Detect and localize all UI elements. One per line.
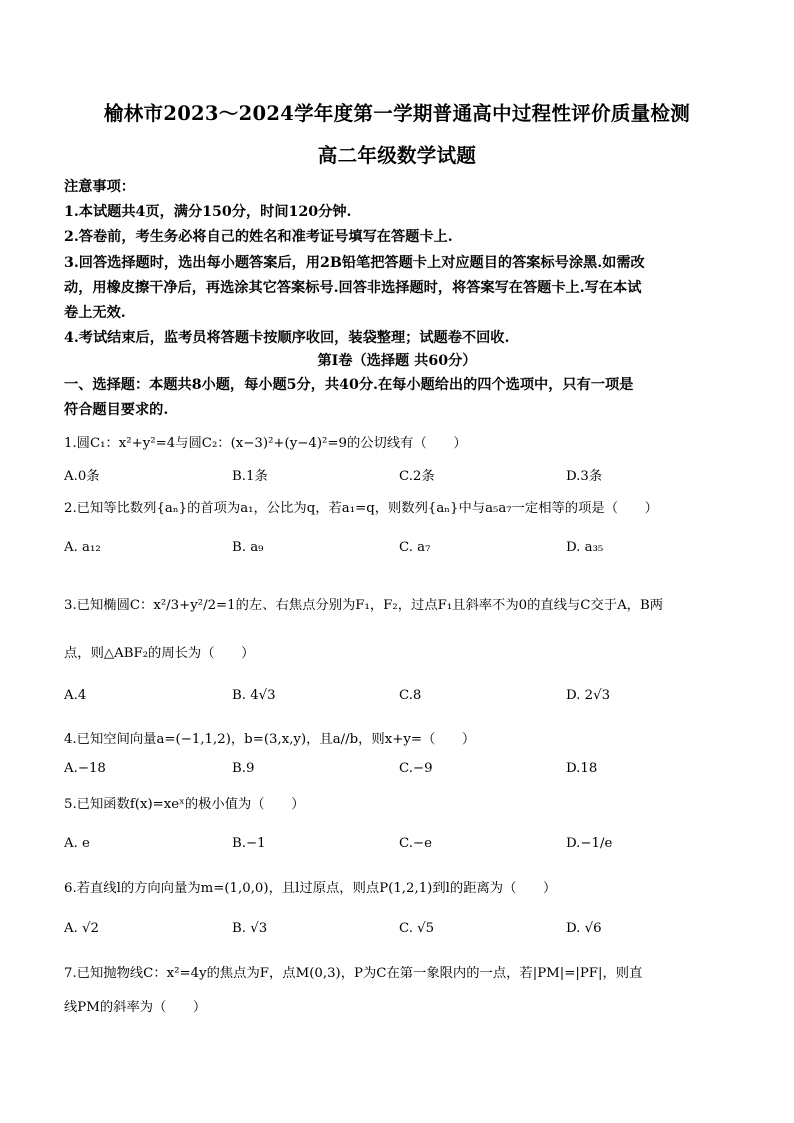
section-desc-line-2: 符合题目要求的. — [64, 402, 169, 418]
notice-item-3-line-1: 3.回答选择题时，选出每小题答案后，用2B铅笔把答题卡上对应题目的答案标号涂黑.如需改 — [64, 255, 645, 271]
notice-item-1: 1.本试题共4页，满分150分，时间120分钟. — [64, 204, 352, 220]
section-desc-line-1: 一、选择题：本题共8小题，每小题5分，共40分.在每小题给出的四个选项中，只有一项是 — [64, 377, 634, 393]
q4-option-c: C.−9 — [399, 761, 433, 776]
notice-item-4: 4.考试结束后，监考员将答题卡按顺序收回，装袋整理；试题卷不回收. — [64, 330, 510, 346]
q2-option-d: D. a₃₅ — [566, 540, 604, 555]
notice-item-3-line-2: 动，用橡皮擦干净后，再选涂其它答案标号.回答非选择题时，将答案写在答题卡上.写在本试 — [64, 280, 642, 296]
q3-option-b: B. 4√3 — [232, 688, 276, 703]
q2-option-a: A. a₁₂ — [64, 540, 101, 555]
question-3-text-line-2: 点，则△ABF₂的周长为（ ） — [64, 646, 255, 661]
q6-option-c: C. √5 — [399, 921, 435, 936]
q6-option-d: D. √6 — [566, 921, 602, 936]
question-4-text: 4.已知空间向量a=(−1,1,2)，b=(3,x,y)，且a//b，则x+y=（ ） — [64, 732, 476, 747]
q1-option-c: C.2条 — [399, 469, 435, 484]
q4-option-d: D.18 — [566, 761, 598, 776]
q3-option-a: A.4 — [64, 688, 87, 703]
q5-option-c: C.−e — [399, 836, 432, 851]
notice-heading: 注意事项： — [64, 179, 135, 195]
q5-option-a: A. e — [64, 836, 90, 851]
q1-option-d: D.3条 — [566, 469, 603, 484]
q2-option-b: B. a₉ — [232, 540, 264, 555]
q4-option-a: A.−18 — [64, 761, 106, 776]
q1-option-a: A.0条 — [64, 469, 100, 484]
q1-option-b: B.1条 — [232, 469, 268, 484]
q4-option-b: B.9 — [232, 761, 255, 776]
exam-subtitle: 高二年级数学试题 — [317, 144, 477, 167]
q2-option-c: C. a₇ — [399, 540, 431, 555]
question-6-text: 6.若直线l的方向向量为m=(1,0,0)，且l过原点，则点P(1,2,1)到l的距离为（ ） — [64, 881, 557, 896]
notice-item-3-line-3: 卷上无效. — [64, 305, 126, 321]
question-1-text: 1.圆C₁：x²+y²=4与圆C₂：(x−3)²+(y−4)²=9的公切线有（ ） — [64, 436, 467, 451]
q6-option-a: A. √2 — [64, 921, 99, 936]
q5-option-b: B.−1 — [232, 836, 266, 851]
notice-item-2: 2.答卷前，考生务必将自己的姓名和准考证号填写在答题卡上. — [64, 229, 453, 245]
question-3-text-line-1: 3.已知椭圆C：x²/3+y²/2=1的左、右焦点分别为F₁，F₂，过点F₁且斜率不为0的直线与C交于A，B两 — [64, 598, 664, 613]
q5-option-d: D.−1/e — [566, 836, 613, 851]
q3-option-c: C.8 — [399, 688, 422, 703]
q3-option-d: D. 2√3 — [566, 688, 611, 703]
question-2-text: 2.已知等比数列{aₙ}的首项为a₁，公比为q，若a₁=q，则数列{aₙ}中与a₅a₇一定相等的项是（ ） — [64, 501, 658, 516]
section-title: 第Ⅰ卷（选择题 共60分） — [317, 353, 477, 369]
q6-option-b: B. √3 — [232, 921, 268, 936]
question-7-text-line-1: 7.已知抛物线C：x²=4y的焦点为F，点M(0,3)，P为C在第一象限内的一点，若|PM|=|PF|，则直 — [64, 966, 643, 981]
question-5-text: 5.已知函数f(x)=xeˣ的极小值为（ ） — [64, 797, 305, 812]
question-7-text-line-2: 线PM的斜率为（ ） — [64, 1000, 207, 1015]
exam-title: 榆林市2023～2024学年度第一学期普通高中过程性评价质量检测 — [103, 102, 691, 125]
